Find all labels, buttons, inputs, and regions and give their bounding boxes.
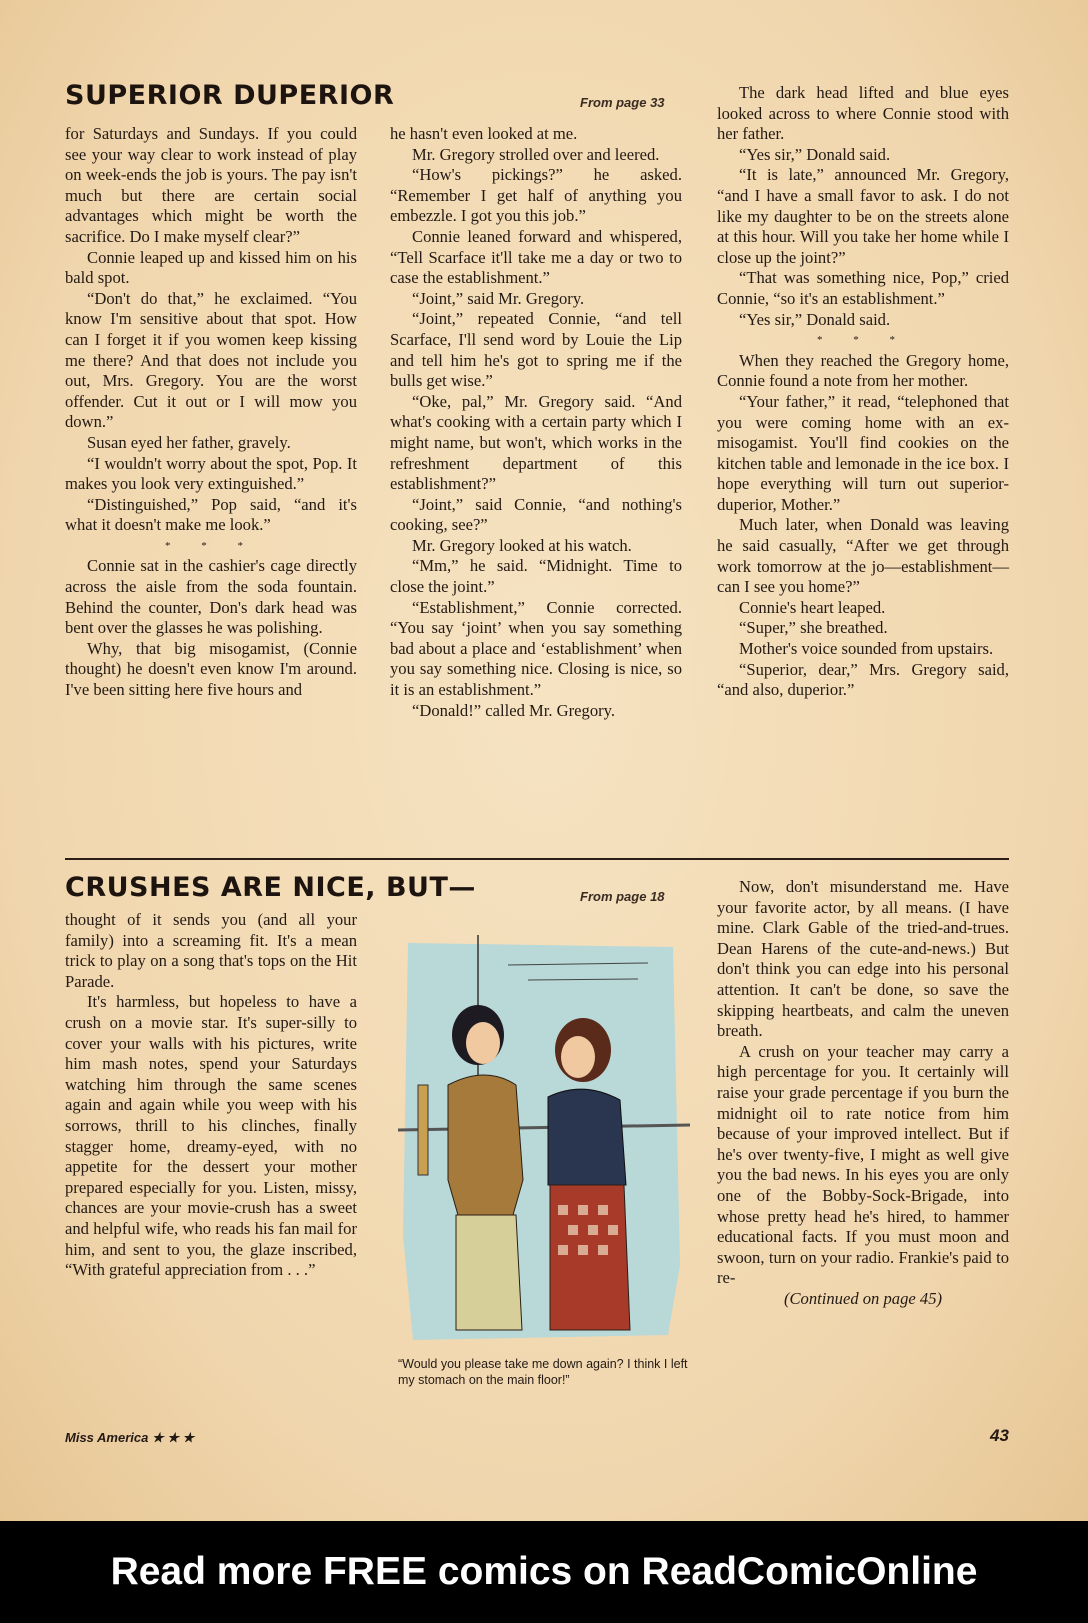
paragraph: “Yes sir,” Donald said.: [739, 309, 891, 329]
story-title: CRUSHES ARE NICE, BUT—: [65, 872, 476, 903]
paragraph: Susan eyed her father, gravely.: [87, 432, 291, 452]
paragraph: Connie leaned forward and whispered, “Tell Scarface it'll take me a day or two to case the establishment.”: [390, 226, 682, 288]
paragraph: Mr. Gregory strolled over and leered.: [412, 144, 660, 164]
paragraph: Connie leaped up and kissed him on his bald spot.: [65, 247, 357, 288]
promo-banner[interactable]: [0, 1521, 1088, 1623]
paragraph: Connie's heart leaped.: [739, 597, 886, 617]
paragraph: “That was something nice, Pop,” cried Connie, “so it's an establishment.”: [717, 268, 1009, 308]
paragraph: he hasn't even looked at me.: [390, 124, 578, 143]
paragraph: Much later, when Donald was leaving he said casually, “After we get through work tomorrow at the jo—establishment—can I see you home?”: [717, 515, 1009, 597]
paragraph: A crush on your teacher may carry a high percentage for you. It certainly will raise your grade percentage if you burn the midnight oil to rate notice from him because of your improved intellect. But if he's over twenty-five, I might as well give you the bad news. In his eyes you are only one of the Bobby-Sock-Brigade, into whose pretty head he's hired, to hammer educational facts. If you must moon and swoon, turn on your radio. Frankie's paid to re-: [717, 1041, 1009, 1288]
story2-column-1: [65, 910, 357, 1281]
paragraph: “Joint,” repeated Connie, “and tell Scarface, I'll send word by Louie the Lip and tell him he's got to spring me if the bulls get wise.”: [390, 309, 682, 391]
story1-column-3: [717, 83, 1009, 701]
page-number: 43: [990, 1426, 1009, 1445]
paragraph: “Mm,” he said. “Midnight. Time to close the joint.”: [390, 556, 682, 597]
paragraph: It's harmless, but hopeless to have a crush on a movie star. It's super-silly to cover your walls with his pictures, write him mash notes, spend your Saturdays watching him through the same scenes again and again while you weep with his sorrows, thrill to his clinches, finally stagger home, dreamy-eyed, with no appetite for the dessert your mother prepared especially for you. Listen, missy, chances are your movie-crush has a sweet and helpful wife, who reads his fan mail for him, and sent to you, the glaze inscribed, “With grateful appreciation from . . .”: [65, 992, 357, 1280]
section-divider: [65, 858, 1009, 860]
paragraph: “Oke, pal,” Mr. Gregory said. “And what's cooking with a certain party which I might name, but won't, which works in the refreshment department of this establishment?”: [390, 391, 682, 494]
from-page-note: From page 33: [580, 95, 665, 110]
paragraph: “Joint,” said Mr. Gregory.: [412, 288, 585, 308]
paragraph: “Establishment,” Connie corrected. “You say ‘joint’ when you say something bad about a place and ‘establishment’ when you say something nice. Closing is nice, so it is an establishment.”: [390, 597, 682, 700]
story2-column-3: [717, 877, 1009, 1309]
paragraph: “Distinguished,” Pop said, “and it's what it doesn't make me look.”: [65, 494, 357, 535]
cartoon-caption: “Would you please take me down again? I think I left my stomach on the main floor!”: [398, 1357, 688, 1387]
paragraph: “Your father,” it read, “telephoned that you were coming home with an ex-misogamist. You'll find cookies on the kitchen table and lemonade in the ice box. I hope everything will turn out superior-duperior, Mother.”: [717, 391, 1009, 514]
paragraph: “Joint,” said Connie, “and nothing's cooking, see?”: [390, 494, 682, 535]
paragraph: Why, that big misogamist, (Connie thought) he doesn't even know I'm around. I've been sitting here five hours and: [65, 638, 357, 700]
story1-column-1: [65, 124, 357, 701]
paragraph: Connie sat in the cashier's cage directly across the aisle from the soda fountain. Behind the counter, Don's dark head was bent over the glasses he was polishing.: [65, 556, 357, 638]
paragraph: “Don't do that,” he exclaimed. “You know I'm sensitive about that spot. How can I forget it if you women keep kissing me there? And that does not include you out, Mrs. Gregory. You are the worst offender. Cut it out or I will mow you down.”: [65, 288, 357, 432]
story-title: SUPERIOR DUPERIOR: [65, 80, 395, 111]
paragraph: “How's pickings?” he asked. “Remember I get half of anything you embezzle. I got you this job.”: [390, 165, 682, 226]
paragraph: “Superior, dear,” Mrs. Gregory said, “and also, duperior.”: [717, 659, 1009, 700]
paragraph: Mother's voice sounded from upstairs.: [739, 639, 994, 659]
magazine-name: Miss America ★ ★ ★: [65, 1430, 195, 1445]
section-break: * * *: [165, 539, 257, 552]
story1-column-2: [390, 124, 682, 721]
paragraph: “Yes sir,” Donald said.: [739, 144, 891, 164]
cartoon-illustration: [398, 935, 690, 1355]
continued-note: (Continued on page 45): [783, 1288, 943, 1308]
paragraph: “Super,” she breathed.: [739, 618, 888, 638]
paragraph: “It is late,” announced Mr. Gregory, “and I have a small favor to ask. I do not like my daughter to be on the streets alone at this hour. Will you take her home while I close up the joint?”: [717, 165, 1009, 267]
paragraph: thought of it sends you (and all your family) into a screaming fit. It's a mean trick to play on a song that's tops on the Hit Parade.: [65, 910, 357, 991]
paragraph: When they reached the Gregory home, Connie found a note from her mother.: [717, 350, 1009, 391]
from-page-note: From page 18: [580, 889, 665, 904]
paragraph: The dark head lifted and blue eyes looked across to where Connie stood with her father.: [717, 83, 1009, 144]
section-break: * * *: [817, 334, 909, 347]
paragraph: Mr. Gregory looked at his watch.: [412, 535, 632, 555]
paragraph: “Donald!” called Mr. Gregory.: [412, 700, 616, 720]
paragraph: for Saturdays and Sundays. If you could see your way clear to work instead of play on week-ends the job is yours. The pay isn't much but there are certain social advantages which might be worth the sacrifice. Do I make myself clear?”: [65, 124, 357, 246]
paragraph: Now, don't misunderstand me. Have your favorite actor, by all means. (I have mine. Clark Gable of the tried-and-trues. Dean Harens of the cute-and-news.) But don't think you can edge into his personal attention. It can't be done, so save the skipping heartbeats, and calm the uneven breath.: [717, 877, 1009, 1041]
promo-text[interactable]: Read more FREE comics on ReadComicOnline: [110, 1550, 978, 1593]
paragraph: “I wouldn't worry about the spot, Pop. It makes you look very extinguished.”: [65, 453, 357, 494]
